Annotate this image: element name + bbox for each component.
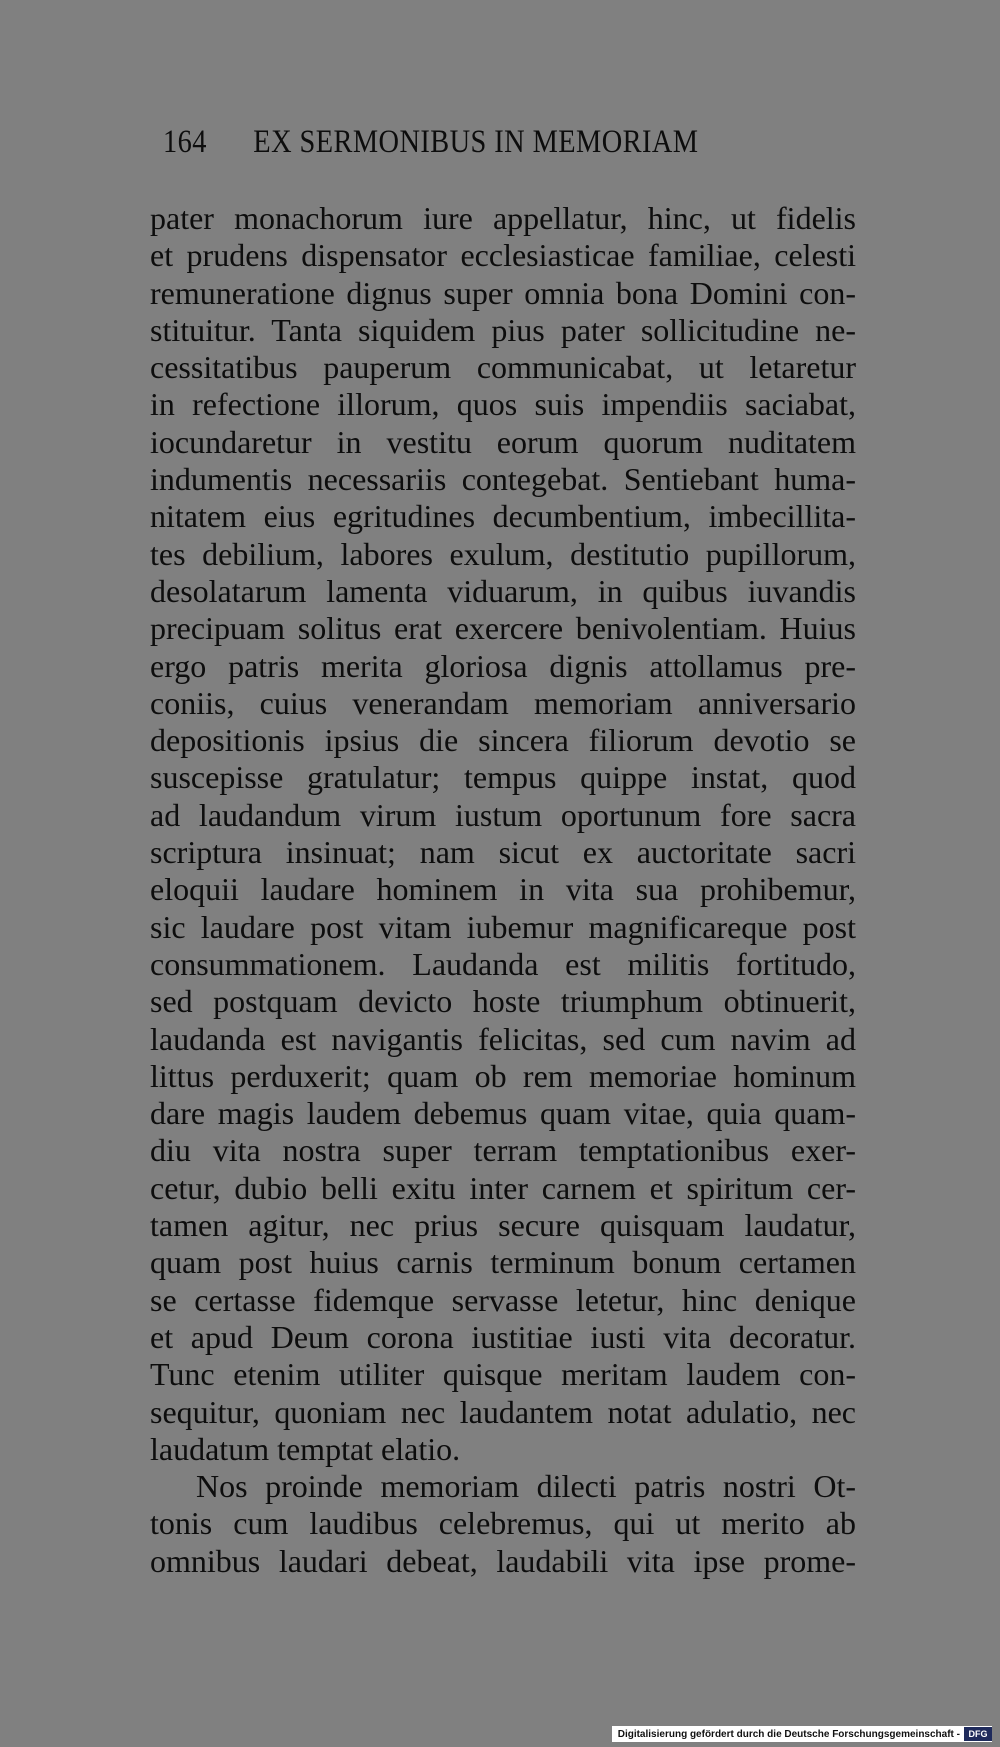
text-line: ergo patris merita gloriosa dignis attollamus pre- bbox=[150, 647, 856, 684]
text-line: et prudens dispensator ecclesiasticae familiae, celesti bbox=[150, 237, 856, 274]
text-line: littus perduxerit; quam ob rem memoriae hominum bbox=[150, 1057, 856, 1094]
text-line: eloquii laudare hominem in vita sua prohibemur, bbox=[150, 871, 856, 908]
text-line: ad laudandum virum iustum oportunum fore sacra bbox=[150, 796, 856, 833]
text-line: in refectione illorum, quos suis impendiis saciabat, bbox=[150, 386, 856, 423]
running-head bbox=[163, 124, 756, 168]
text-line: et apud Deum corona iustitiae iusti vita decoratur. bbox=[150, 1318, 856, 1355]
text-line: tonis cum laudibus celebremus, qui ut merito ab bbox=[150, 1505, 856, 1542]
text-line: consummationem. Laudanda est militis fortitudo, bbox=[150, 945, 856, 982]
text-line: cessitatibus pauperum communicabat, ut letaretur bbox=[150, 349, 856, 386]
text-line: remuneratione dignus super omnia bona Domini con- bbox=[150, 274, 856, 311]
text-line: quam post huius carnis terminum bonum certamen bbox=[150, 1244, 856, 1281]
text-line: cetur, dubio belli exitu inter carnem et spiritum cer- bbox=[150, 1169, 856, 1206]
text-line: sequitur, quoniam nec laudantem notat adulatio, nec bbox=[150, 1393, 856, 1430]
text-line: iocundaretur in vestitu eorum quorum nuditatem bbox=[150, 423, 856, 460]
text-line: desolatarum lamenta viduarum, in quibus iuvandis bbox=[150, 572, 856, 609]
dfg-logo-icon: DFG bbox=[964, 1727, 992, 1741]
text-line-paragraph-start: Nos proinde memoriam dilecti patris nostri Ot- bbox=[196, 1468, 856, 1505]
text-line: depositionis ipsius die sincera filiorum devotio se bbox=[150, 722, 856, 759]
page-number: 164 bbox=[163, 124, 207, 160]
text-line: nitatem eius egritudines decumbentium, imbecillita- bbox=[150, 498, 856, 535]
text-line: tes debilium, labores exulum, destitutio pupillorum, bbox=[150, 535, 856, 572]
text-line: se certasse fidemque servasse letetur, hinc denique bbox=[150, 1281, 856, 1318]
text-line: coniis, cuius venerandam memoriam anniversario bbox=[150, 684, 856, 721]
text-line-paragraph-end: laudatum temptat elatio. bbox=[150, 1430, 461, 1467]
body-text bbox=[150, 200, 856, 1580]
text-line: scriptura insinuat; nam sicut ex auctoritate sacri bbox=[150, 834, 856, 871]
text-line: Tunc etenim utiliter quisque meritam laudem con- bbox=[150, 1356, 856, 1393]
text-line: omnibus laudari debeat, laudabili vita ipse prome- bbox=[150, 1542, 856, 1579]
text-line: laudanda est navigantis felicitas, sed cum navim ad bbox=[150, 1020, 856, 1057]
text-line: dare magis laudem debemus quam vitae, quia quam- bbox=[150, 1095, 856, 1132]
text-line: sic laudare post vitam iubemur magnificareque post bbox=[150, 908, 856, 945]
text-line: stituitur. Tanta siquidem pius pater sollicitudine ne- bbox=[150, 311, 856, 348]
text-line: indumentis necessariis contegebat. Sentiebant huma- bbox=[150, 461, 856, 498]
running-title: EX SERMONIBUS IN MEMORIAM bbox=[253, 124, 699, 160]
text-line: suscepisse gratulatur; tempus quippe instat, quod bbox=[150, 759, 856, 796]
credit-text: Digitalisierung gefördert durch die Deutsche Forschungsgemeinschaft - bbox=[617, 1728, 960, 1740]
digitization-credit bbox=[612, 1726, 992, 1742]
text-line: sed postquam devicto hoste triumphum obtinuerit, bbox=[150, 983, 856, 1020]
text-line: pater monachorum iure appellatur, hinc, ut fidelis bbox=[150, 200, 856, 236]
text-line: precipuam solitus erat exercere benivolentiam. Huius bbox=[150, 610, 856, 647]
text-line: tamen agitur, nec prius secure quisquam laudatur, bbox=[150, 1207, 856, 1244]
text-line: diu vita nostra super terram temptationibus exer- bbox=[150, 1132, 856, 1169]
